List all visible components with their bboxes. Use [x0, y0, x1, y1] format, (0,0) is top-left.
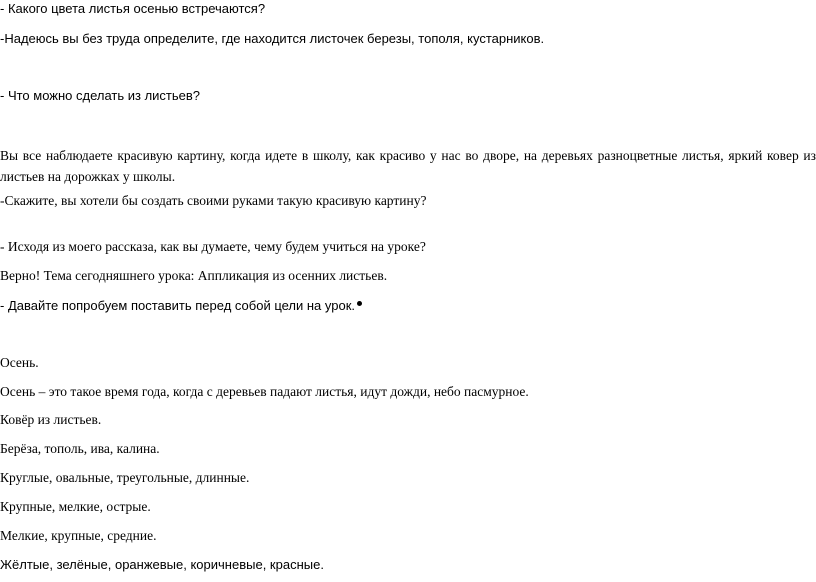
bullet-dot-icon [357, 301, 362, 306]
question-create-picture: -Скажите, вы хотели бы создать своими руками такую красивую картину? [0, 193, 427, 208]
lesson-topic: Верно! Тема сегодняшнего урока: Аппликация из осенних листьев. [0, 268, 388, 283]
paragraph-autumn-picture: Вы все наблюдаете красивую картину, когда идете в школу, как красиво у нас во дворе, на деревьях разноцветные листья, яркий ковер из листьев на дорожках у школы. [0, 148, 816, 184]
answer-autumn: Осень. [0, 355, 39, 370]
set-goals-line [0, 298, 362, 314]
question-lesson-learning: - Исходя из моего рассказа, как вы думаете, чему будем учиться на уроке? [0, 239, 426, 254]
question-what-to-make: - Что можно сделать из листьев? [0, 88, 201, 103]
answer-sizes-2: Мелкие, крупные, средние. [0, 528, 157, 543]
text-identify-leaves: -Надеюсь вы без труда определите, где находится листочек березы, тополя, кустарников. [0, 31, 545, 46]
set-goals-text: - Давайте попробуем поставить перед собой цели на урок. [0, 298, 356, 313]
answer-shapes: Круглые, овальные, треугольные, длинные. [0, 470, 250, 485]
answer-carpet: Ковёр из листьев. [0, 412, 102, 427]
answer-trees: Берёза, тополь, ива, калина. [0, 441, 160, 456]
answer-autumn-definition: Осень – это такое время года, когда с деревьев падают листья, идут дожди, небо пасмурное. [0, 384, 529, 399]
question-leaf-colors: - Какого цвета листья осенью встречаются? [0, 1, 266, 16]
answer-colors: Жёлтые, зелёные, оранжевые, коричневые, красные. [0, 557, 324, 572]
answer-sizes-1: Крупные, мелкие, острые. [0, 499, 151, 514]
